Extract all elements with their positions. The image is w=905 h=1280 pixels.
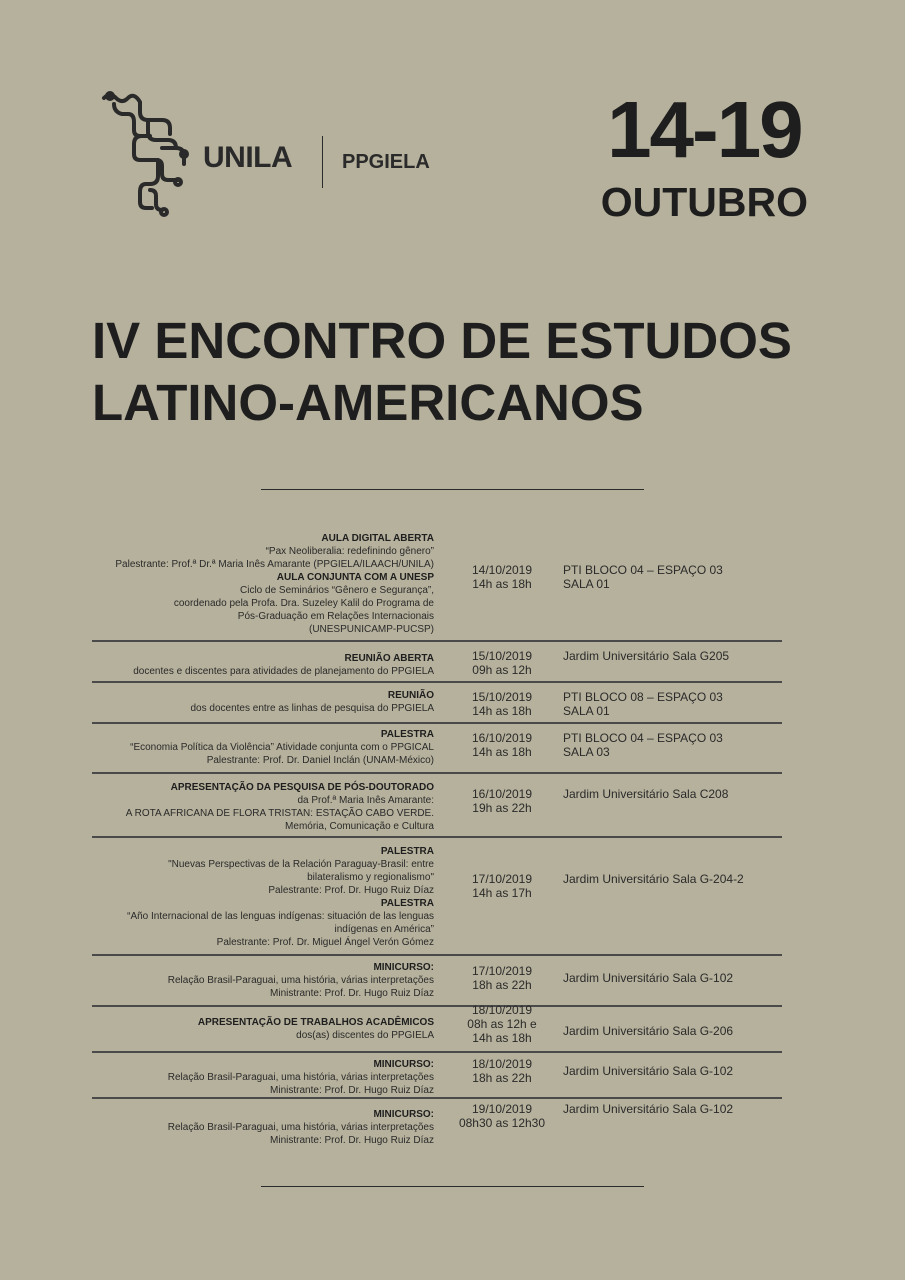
activity-date: 19/10/2019 (471, 1102, 533, 1116)
bottom-divider (261, 1186, 644, 1187)
activity-detail: Palestrante: Prof. Dr. Hugo Ruiz Díaz (268, 885, 434, 896)
activity-detail: indígenas en América” (334, 924, 434, 935)
activity-time: 19h as 22h (472, 801, 532, 815)
activity-detail: Relação Brasil-Paraguai, uma história, várias interpretações (167, 1122, 434, 1133)
top-divider (261, 489, 644, 490)
activity-heading: AULA CONJUNTA COM A UNESP (276, 572, 434, 583)
schedule-row (92, 1003, 782, 1053)
activity-heading: AULA DIGITAL ABERTA (321, 533, 434, 544)
activity-description (92, 1016, 434, 1042)
activity-location (563, 731, 788, 759)
location-line: Jardim Universitário Sala C208 (563, 787, 729, 801)
location-line: Jardim Universitário Sala G-204-2 (563, 872, 744, 886)
activity-detail: Ministrante: Prof. Dr. Hugo Ruiz Díaz (270, 1085, 434, 1096)
activity-location (563, 649, 788, 663)
activity-date: 17/10/2019 (471, 872, 533, 886)
schedule-row (92, 642, 782, 683)
activity-detail: docentes e discentes para atividades de planejamento do PPGIELA (133, 666, 434, 677)
location-line: Jardim Universitário Sala G205 (563, 649, 730, 663)
activity-detail: coordenado pela Profa. Dra. Suzeley Kalil do Programa de (173, 598, 434, 609)
unila-logo-icon (98, 90, 208, 218)
activity-detail: Palestrante: Prof.ª Dr.ª Maria Inês Amarante (PPGIELA/ILAACH/UNILA) (115, 559, 434, 570)
activity-detail: Ministrante: Prof. Dr. Hugo Ruiz Díaz (270, 1135, 434, 1146)
activity-time: 09h as 12h (472, 663, 532, 677)
activity-when (444, 690, 560, 718)
activity-description (92, 845, 434, 949)
location-line: SALA 03 (563, 745, 610, 759)
activity-location (563, 690, 788, 718)
activity-time: 14h as 17h (472, 886, 532, 900)
location-line: PTI BLOCO 08 – ESPAÇO 03 (563, 690, 723, 704)
activity-date: 14/10/2019 (471, 563, 533, 577)
activity-when (444, 649, 560, 677)
activity-detail: (UNESPUNICAMP-PUCSP) (308, 624, 434, 635)
location-line: Jardim Universitário Sala G-102 (563, 971, 734, 985)
activity-date: 16/10/2019 (471, 787, 533, 801)
activity-location (563, 971, 788, 985)
activity-location (563, 1024, 788, 1038)
activity-date: 18/10/2019 (471, 1003, 533, 1017)
schedule-table (92, 532, 782, 1159)
activity-detail: A ROTA AFRICANA DE FLORA TRISTAN: ESTAÇÃO CABO VERDE. (125, 808, 434, 819)
activity-heading: MINICURSO: (373, 1109, 434, 1120)
activity-when (444, 787, 560, 815)
date-range: 14-19 (607, 85, 802, 174)
activity-date: 15/10/2019 (471, 690, 533, 704)
activity-detail: "Nuevas Perspectivas de la Relación Paraguay-Brasil: entre (168, 859, 434, 870)
activity-detail: Palestrante: Prof. Dr. Miguel Ángel Verón Gómez (216, 937, 434, 948)
activity-description (92, 532, 434, 636)
program-name: PPGIELA (342, 151, 430, 173)
activity-when (444, 872, 560, 900)
activity-date: 16/10/2019 (471, 731, 533, 745)
activity-heading: REUNIÃO ABERTA (344, 653, 434, 664)
activity-detail: bilateralismo y regionalismo" (307, 872, 434, 883)
schedule-row (92, 1099, 782, 1159)
event-title (92, 310, 852, 434)
activity-when (444, 563, 560, 591)
activity-location (563, 1102, 788, 1116)
activity-heading: PALESTRA (380, 898, 434, 909)
location-line: SALA 01 (563, 577, 610, 591)
event-title-line-1: IV ENCONTRO DE ESTUDOS (92, 312, 792, 369)
activity-detail: Ciclo de Seminários “Gênero e Segurança”, (240, 585, 434, 596)
activity-heading: PALESTRA (380, 846, 434, 857)
activity-when (444, 731, 560, 759)
activity-heading: REUNIÃO (387, 690, 434, 701)
activity-detail: Relação Brasil-Paraguai, uma história, várias interpretações (167, 975, 434, 986)
activity-when (444, 1102, 560, 1130)
schedule-row (92, 838, 782, 956)
activity-when (444, 964, 560, 992)
activity-heading: PALESTRA (380, 729, 434, 740)
activity-when (444, 1057, 560, 1085)
activity-description (92, 1058, 434, 1097)
activity-location (563, 563, 788, 591)
schedule-row (92, 683, 782, 724)
event-title-line-2: LATINO-AMERICANOS (92, 374, 644, 431)
activity-description (92, 781, 434, 833)
activity-detail: Relação Brasil-Paraguai, uma história, várias interpretações (167, 1072, 434, 1083)
brand-divider (322, 136, 323, 188)
location-line: PTI BLOCO 04 – ESPAÇO 03 (563, 731, 723, 745)
activity-location (563, 1064, 788, 1078)
activity-description (92, 652, 434, 678)
activity-time: 14h as 18h (472, 577, 532, 591)
activity-time: 18h as 22h (472, 978, 532, 992)
activity-detail: dos docentes entre as linhas de pesquisa do PPGIELA (190, 703, 434, 714)
activity-time: 18h as 22h (472, 1071, 532, 1085)
brand-name: UNILA (203, 141, 293, 174)
activity-date: 18/10/2019 (471, 1057, 533, 1071)
activity-detail: Ministrante: Prof. Dr. Hugo Ruiz Díaz (270, 988, 434, 999)
activity-date: 17/10/2019 (471, 964, 533, 978)
activity-when (444, 1003, 560, 1045)
activity-detail: Palestrante: Prof. Dr. Daniel Inclán (UNAM-México) (206, 755, 434, 766)
activity-detail: da Prof.ª Maria Inês Amarante: (297, 795, 434, 806)
activity-heading: MINICURSO: (373, 1059, 434, 1070)
activity-description (92, 689, 434, 715)
activity-detail: dos(as) discentes do PPGIELA (296, 1030, 434, 1041)
activity-detail: “Economia Política da Violência” Atividade conjunta com o PPGICAL (130, 742, 434, 753)
activity-time: 14h as 18h (472, 704, 532, 718)
location-line: PTI BLOCO 04 – ESPAÇO 03 (563, 563, 723, 577)
activity-detail: Memória, Comunicação e Cultura (285, 821, 434, 832)
schedule-row (92, 956, 782, 1007)
activity-heading: APRESENTAÇÃO DE TRABALHOS ACADÊMICOS (197, 1017, 434, 1028)
activity-detail: “Pax Neoliberalia: redefinindo gênero” (265, 546, 434, 557)
activity-heading: APRESENTAÇÃO DA PESQUISA DE PÓS-DOUTORADO (170, 782, 434, 793)
activity-date: 15/10/2019 (471, 649, 533, 663)
activity-detail: “Año Internacional de las lenguas indígenas: situación de las lenguas (127, 911, 434, 922)
activity-description (92, 1108, 434, 1147)
activity-time: 08h30 as 12h30 (458, 1116, 546, 1130)
activity-time: 08h as 12h e (467, 1017, 537, 1031)
activity-detail: Pós-Graduação em Relações Internacionais (237, 611, 434, 622)
schedule-row (92, 774, 782, 838)
location-line: Jardim Universitário Sala G-102 (563, 1102, 734, 1116)
activity-description (92, 961, 434, 1000)
location-line: Jardim Universitário Sala G-102 (563, 1064, 734, 1078)
schedule-row (92, 1053, 782, 1099)
schedule-row (92, 724, 782, 774)
schedule-row (92, 532, 782, 642)
month: OUTUBRO (600, 179, 808, 225)
activity-time: 14h as 18h (472, 1031, 532, 1045)
event-dates (600, 85, 808, 225)
activity-location (563, 787, 788, 801)
location-line: SALA 01 (563, 704, 610, 718)
activity-location (563, 872, 788, 886)
activity-description (92, 728, 434, 767)
location-line: Jardim Universitário Sala G-206 (563, 1024, 734, 1038)
activity-heading: MINICURSO: (373, 962, 434, 973)
activity-time: 14h as 18h (472, 745, 532, 759)
